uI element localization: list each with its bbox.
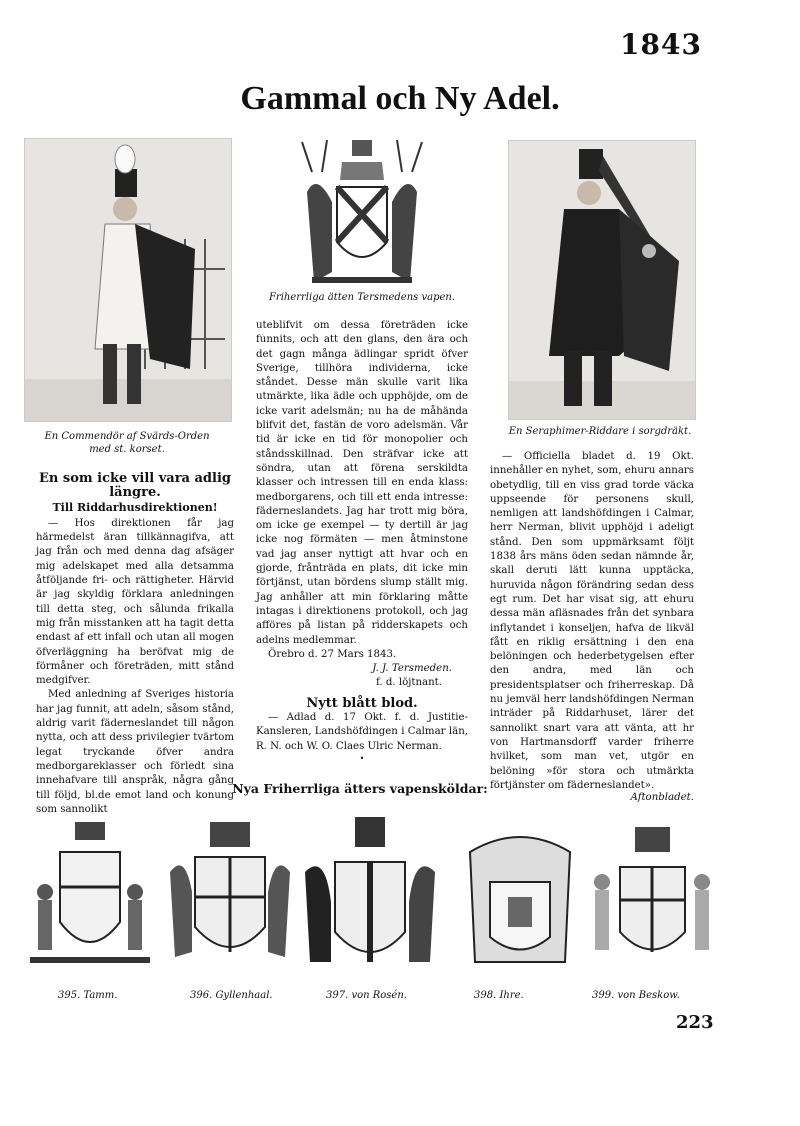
tersmeden-coat-of-arms [292, 132, 432, 290]
arms-caption-397: 397. von Rosén. [326, 990, 407, 1001]
arms-ihre [470, 837, 570, 962]
year: 1843 [620, 28, 702, 61]
arms-caption-395: 395. Tamm. [58, 990, 118, 1001]
bottom-heading: Nya Friherrliga ätters vapensköldar: [232, 781, 488, 796]
caption-seraphim-knight: En Seraphimer-Riddare i sorgdräkt. [508, 426, 692, 437]
middle-heading: Nytt blått blod. [306, 695, 418, 711]
middle-paragraph-2: — Adlad d. 17 Okt. f. d. Justitie-Kansleren, Landshöfdingen i Calmar län, R. N. och W. O. Claes Ulric Nerman. [256, 712, 468, 752]
arms-caption-399: 399. von Beskow. [592, 990, 680, 1001]
caption-commander: En Commendör af Svärds-Orden med st. korset. [44, 431, 210, 455]
right-paragraph-1: — Officiella bladet d. 19 Okt. innehåller en nyhet, som, ehuru annars obetydlig, till en viss grad torde väcka uppseende för personens skull, nemligen att landshöfdingen i Calmar, herr Nerman, blivit upphöjd i adeligt stånd. Den som uppmärksamt följt 1838 års mäns öden sedan nämnde år, skall deruti lätt kunna upptäcka, huruvida någon förändring sedan dess egt rum. Det har visat sig, att ehuru dessa män afläsnades från det synbara inflytandet i konseljen, hafva de likväl fått en riklig ersättning i den ena belöningen och hederbetygelsen efter den andra, med län och presidentsplatser och friherreskap. Då nu jemväl herr landshöfdingen Nerman inträder på Riddarhuset, lärer det sannolikt snart vara att vänta, att hr von Hartmansdorff varder friherre hvilket, som man vet, utgör en belöning »för stora och utmärkta förtjänster om fäderneslandet». [490, 451, 695, 791]
arms-row [20, 812, 710, 982]
middle-bullet: • [359, 753, 365, 763]
left-paragraph-1: — Hos direktionen får jag härmedelst äran tillkännagifva, att jag från och med denna dag afsäger mig adelskapet med alla detsamma åtföljande fri- och rättigheter. Härvid är jag skyldig förklara anledningen till detta steg, och sålunda frikalla mig från misstanken att ha tagit detta endast af ett infall och utan all mogen öfverläggning ha beröfvat mig de förmåner och företräden, mitt stånd medgifver. [36, 517, 234, 687]
middle-place-date: Örebro d. 27 Mars 1843. [268, 648, 397, 660]
middle-paragraph-1: uteblifvit om dessa företräden icke funnits, och att den glans, den ära och det gagn många ädlingar spridt öfver Sverige, tillhöra individerna, icke ståndet. Desse män skulle varit lika utmärkte, lika ädle och upphöjde, om de icke varit adelsmän; nu ha de måhända blifvit det, fastän de voro adelsmän. Vår tid är icke en tid för monopolier och ståndsskillnad. Den sträfvar icke att söndra, utan att förena serskildta klasser och intressen till en enda klass: medborgarens, och till ett enda intresse: fäderneslandets. Jag har trott mig böra, om icke ge exempel — ty dertill är jag icke nog förmäten — men åtminstone vad jag anser nyttigt att hvar och en gjorde, frånträda en plats, dit icke min förtjänst, utan bördens slump ställt mig. Jag anhåller att min förklaring måtte intagas i direktionens protokoll, och jag afföres på listan på ridderskapets och adelns medlemmar. [256, 320, 468, 646]
right-column [490, 450, 694, 805]
middle-rank: f. d. löjtnant. [375, 677, 442, 689]
arms-von-beskow [594, 827, 710, 952]
left-paragraph-2: Med anledning af Sveriges historia har jag funnit, att adeln, såsom stånd, aldrig varit fäderneslandet till någon nytta, och att dess privilegier tvärtom legat tryckande öfver andra medborgareklasser och förledt sina innehafvare till anspråk, några gång till följd, bl.de emot land och konung som sannolikt [36, 689, 234, 815]
left-column [36, 472, 234, 817]
arms-caption-398: 398. Ihre. [474, 990, 524, 1001]
middle-column [256, 319, 468, 764]
page-title: Gammal och Ny Adel. [240, 80, 560, 117]
right-source: Aftonbladet. [630, 792, 694, 804]
arms-von-rosen [305, 817, 435, 962]
arms-tamm [30, 822, 150, 963]
left-heading: En som icke vill vara adlig längre. [39, 471, 231, 501]
left-subheading: Till Riddarhusdirektionen! [52, 500, 218, 514]
caption-tersmeden-arms: Friherrliga ätten Tersmedens vapen. [268, 292, 456, 303]
commander-illustration [24, 138, 232, 422]
seraphim-knight-illustration [508, 140, 696, 420]
arms-caption-396: 396. Gyllenhaal. [190, 990, 273, 1001]
page-number: 223 [676, 1012, 714, 1033]
arms-gyllenhaal [170, 822, 290, 957]
middle-signature: J. J. Tersmeden. [372, 663, 452, 675]
